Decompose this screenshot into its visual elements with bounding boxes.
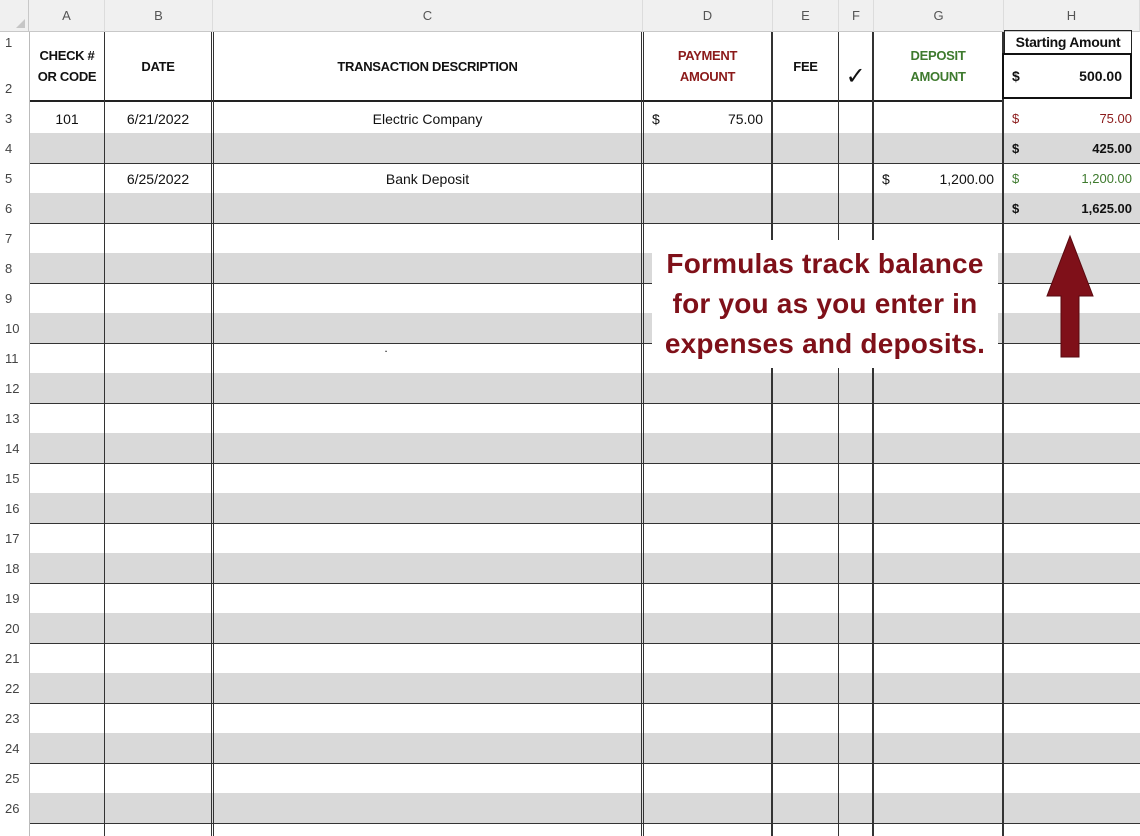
deposit-value: 1,200.00 (939, 170, 994, 187)
column-header-c[interactable]: C (213, 0, 643, 32)
row-header-14[interactable]: 14 (0, 433, 29, 463)
select-all-corner[interactable] (0, 0, 29, 32)
row-rule (29, 703, 1140, 704)
change-value: 75.00 (1099, 111, 1132, 126)
row-header-1[interactable]: 1 (0, 32, 29, 54)
running-balance-cell[interactable] (1004, 134, 1140, 163)
header-check-or-code[interactable] (30, 34, 104, 98)
row-band (29, 673, 1140, 703)
stray-dot: . (384, 341, 388, 355)
change-currency: $ (1012, 171, 1020, 186)
starting-amount-value: 500.00 (1079, 68, 1122, 84)
header-deposit-line2: AMOUNT (910, 69, 966, 84)
row-band (29, 553, 1140, 583)
balance-change-cell[interactable] (1004, 104, 1140, 133)
header-cleared-checkmark[interactable]: ✓ (845, 62, 866, 90)
column-header-d[interactable]: D (643, 0, 773, 32)
column-header-b[interactable]: B (105, 0, 213, 32)
row-rule (29, 763, 1140, 764)
row-header-20[interactable]: 20 (0, 613, 29, 643)
row-header-15[interactable]: 15 (0, 463, 29, 493)
row-band (29, 373, 1140, 403)
starting-amount-currency: $ (1012, 68, 1020, 84)
running-balance-cell[interactable] (1004, 194, 1140, 223)
transaction-description-cell[interactable]: Bank Deposit (385, 170, 470, 187)
column-rule (771, 32, 773, 836)
row-header-16[interactable]: 16 (0, 493, 29, 523)
row-rule (29, 523, 1140, 524)
row-header-23[interactable]: 23 (0, 703, 29, 733)
row-header-18[interactable]: 18 (0, 553, 29, 583)
header-payment-amount[interactable] (644, 34, 771, 98)
row-rule (29, 403, 1140, 404)
transaction-check-cell[interactable]: 101 (55, 110, 79, 127)
header-payment-line2: AMOUNT (679, 69, 736, 84)
row-header-7[interactable]: 7 (0, 223, 29, 253)
row-header-22[interactable]: 22 (0, 673, 29, 703)
balance-value: 425.00 (1092, 141, 1132, 156)
row-header-5[interactable]: 5 (0, 163, 29, 193)
column-rule (104, 32, 105, 836)
column-header-g[interactable]: G (874, 0, 1004, 32)
row-header-8[interactable]: 8 (0, 253, 29, 283)
transaction-description-cell[interactable]: Electric Company (372, 110, 483, 127)
transaction-deposit-cell[interactable] (874, 164, 1002, 193)
row-header-3[interactable]: 3 (0, 103, 29, 133)
column-header-e[interactable]: E (773, 0, 839, 32)
row-header-26[interactable]: 26 (0, 793, 29, 823)
row-header-17[interactable]: 17 (0, 523, 29, 553)
balance-change-cell[interactable] (1004, 164, 1140, 193)
row-band (29, 613, 1140, 643)
header-check-line1: CHECK # (39, 48, 95, 63)
row-header-4[interactable]: 4 (0, 133, 29, 163)
row-header-12[interactable]: 12 (0, 373, 29, 403)
starting-amount-cell[interactable] (1002, 53, 1132, 99)
change-currency: $ (1012, 111, 1020, 126)
header-transaction-description[interactable]: TRANSACTION DESCRIPTION (337, 58, 518, 74)
column-rule (29, 32, 30, 836)
transaction-payment-cell[interactable] (644, 104, 771, 133)
callout-line2: for you as you enter in (672, 288, 978, 319)
row-header-6[interactable]: 6 (0, 193, 29, 223)
payment-currency: $ (652, 110, 660, 127)
column-header-h[interactable]: H (1004, 0, 1140, 32)
row-band (29, 793, 1140, 823)
header-check-line2: OR CODE (37, 69, 97, 84)
row-band (29, 493, 1140, 523)
deposit-currency: $ (882, 170, 890, 187)
header-deposit-amount[interactable] (874, 34, 1002, 98)
starting-amount-label: Starting Amount (1004, 30, 1132, 54)
callout-line1: Formulas track balance (666, 248, 984, 279)
column-rule (872, 32, 874, 836)
balance-value: 1,625.00 (1081, 201, 1132, 216)
column-rule (641, 32, 644, 836)
transaction-date-cell[interactable]: 6/25/2022 (126, 170, 190, 187)
transaction-date-cell[interactable]: 6/21/2022 (126, 110, 190, 127)
column-rule (211, 32, 214, 836)
row-header-2[interactable]: 2 (0, 77, 29, 99)
row-rule (29, 463, 1140, 464)
row-band (29, 433, 1140, 463)
row-rule (29, 223, 1140, 224)
row-band (29, 133, 1140, 163)
row-rule (29, 643, 1140, 644)
row-header-21[interactable]: 21 (0, 643, 29, 673)
row-header-10[interactable]: 10 (0, 313, 29, 343)
up-arrow-icon (1044, 234, 1096, 360)
payment-value: 75.00 (727, 110, 763, 127)
row-band (29, 733, 1140, 763)
column-rule (838, 32, 839, 836)
column-header-f[interactable]: F (839, 0, 874, 32)
balance-currency: $ (1012, 141, 1020, 156)
balance-currency: $ (1012, 201, 1020, 216)
row-header-24[interactable]: 24 (0, 733, 29, 763)
balance-callout (652, 240, 998, 368)
header-date[interactable]: DATE (141, 58, 175, 74)
callout-line3: expenses and deposits. (664, 328, 986, 359)
column-header-a[interactable]: A (29, 0, 105, 32)
row-header-9[interactable]: 9 (0, 283, 29, 313)
header-fee[interactable]: FEE (793, 58, 818, 74)
header-payment-line1: PAYMENT (677, 48, 738, 63)
header-deposit-line1: DEPOSIT (910, 48, 966, 63)
change-value: 1,200.00 (1081, 171, 1132, 186)
row-rule (29, 583, 1140, 584)
row-rule (29, 823, 1140, 824)
row-header-13[interactable]: 13 (0, 403, 29, 433)
row-header-11[interactable]: 11 (0, 343, 29, 373)
row-header-19[interactable]: 19 (0, 583, 29, 613)
row-header-25[interactable]: 25 (0, 763, 29, 793)
row-band (29, 193, 1140, 223)
